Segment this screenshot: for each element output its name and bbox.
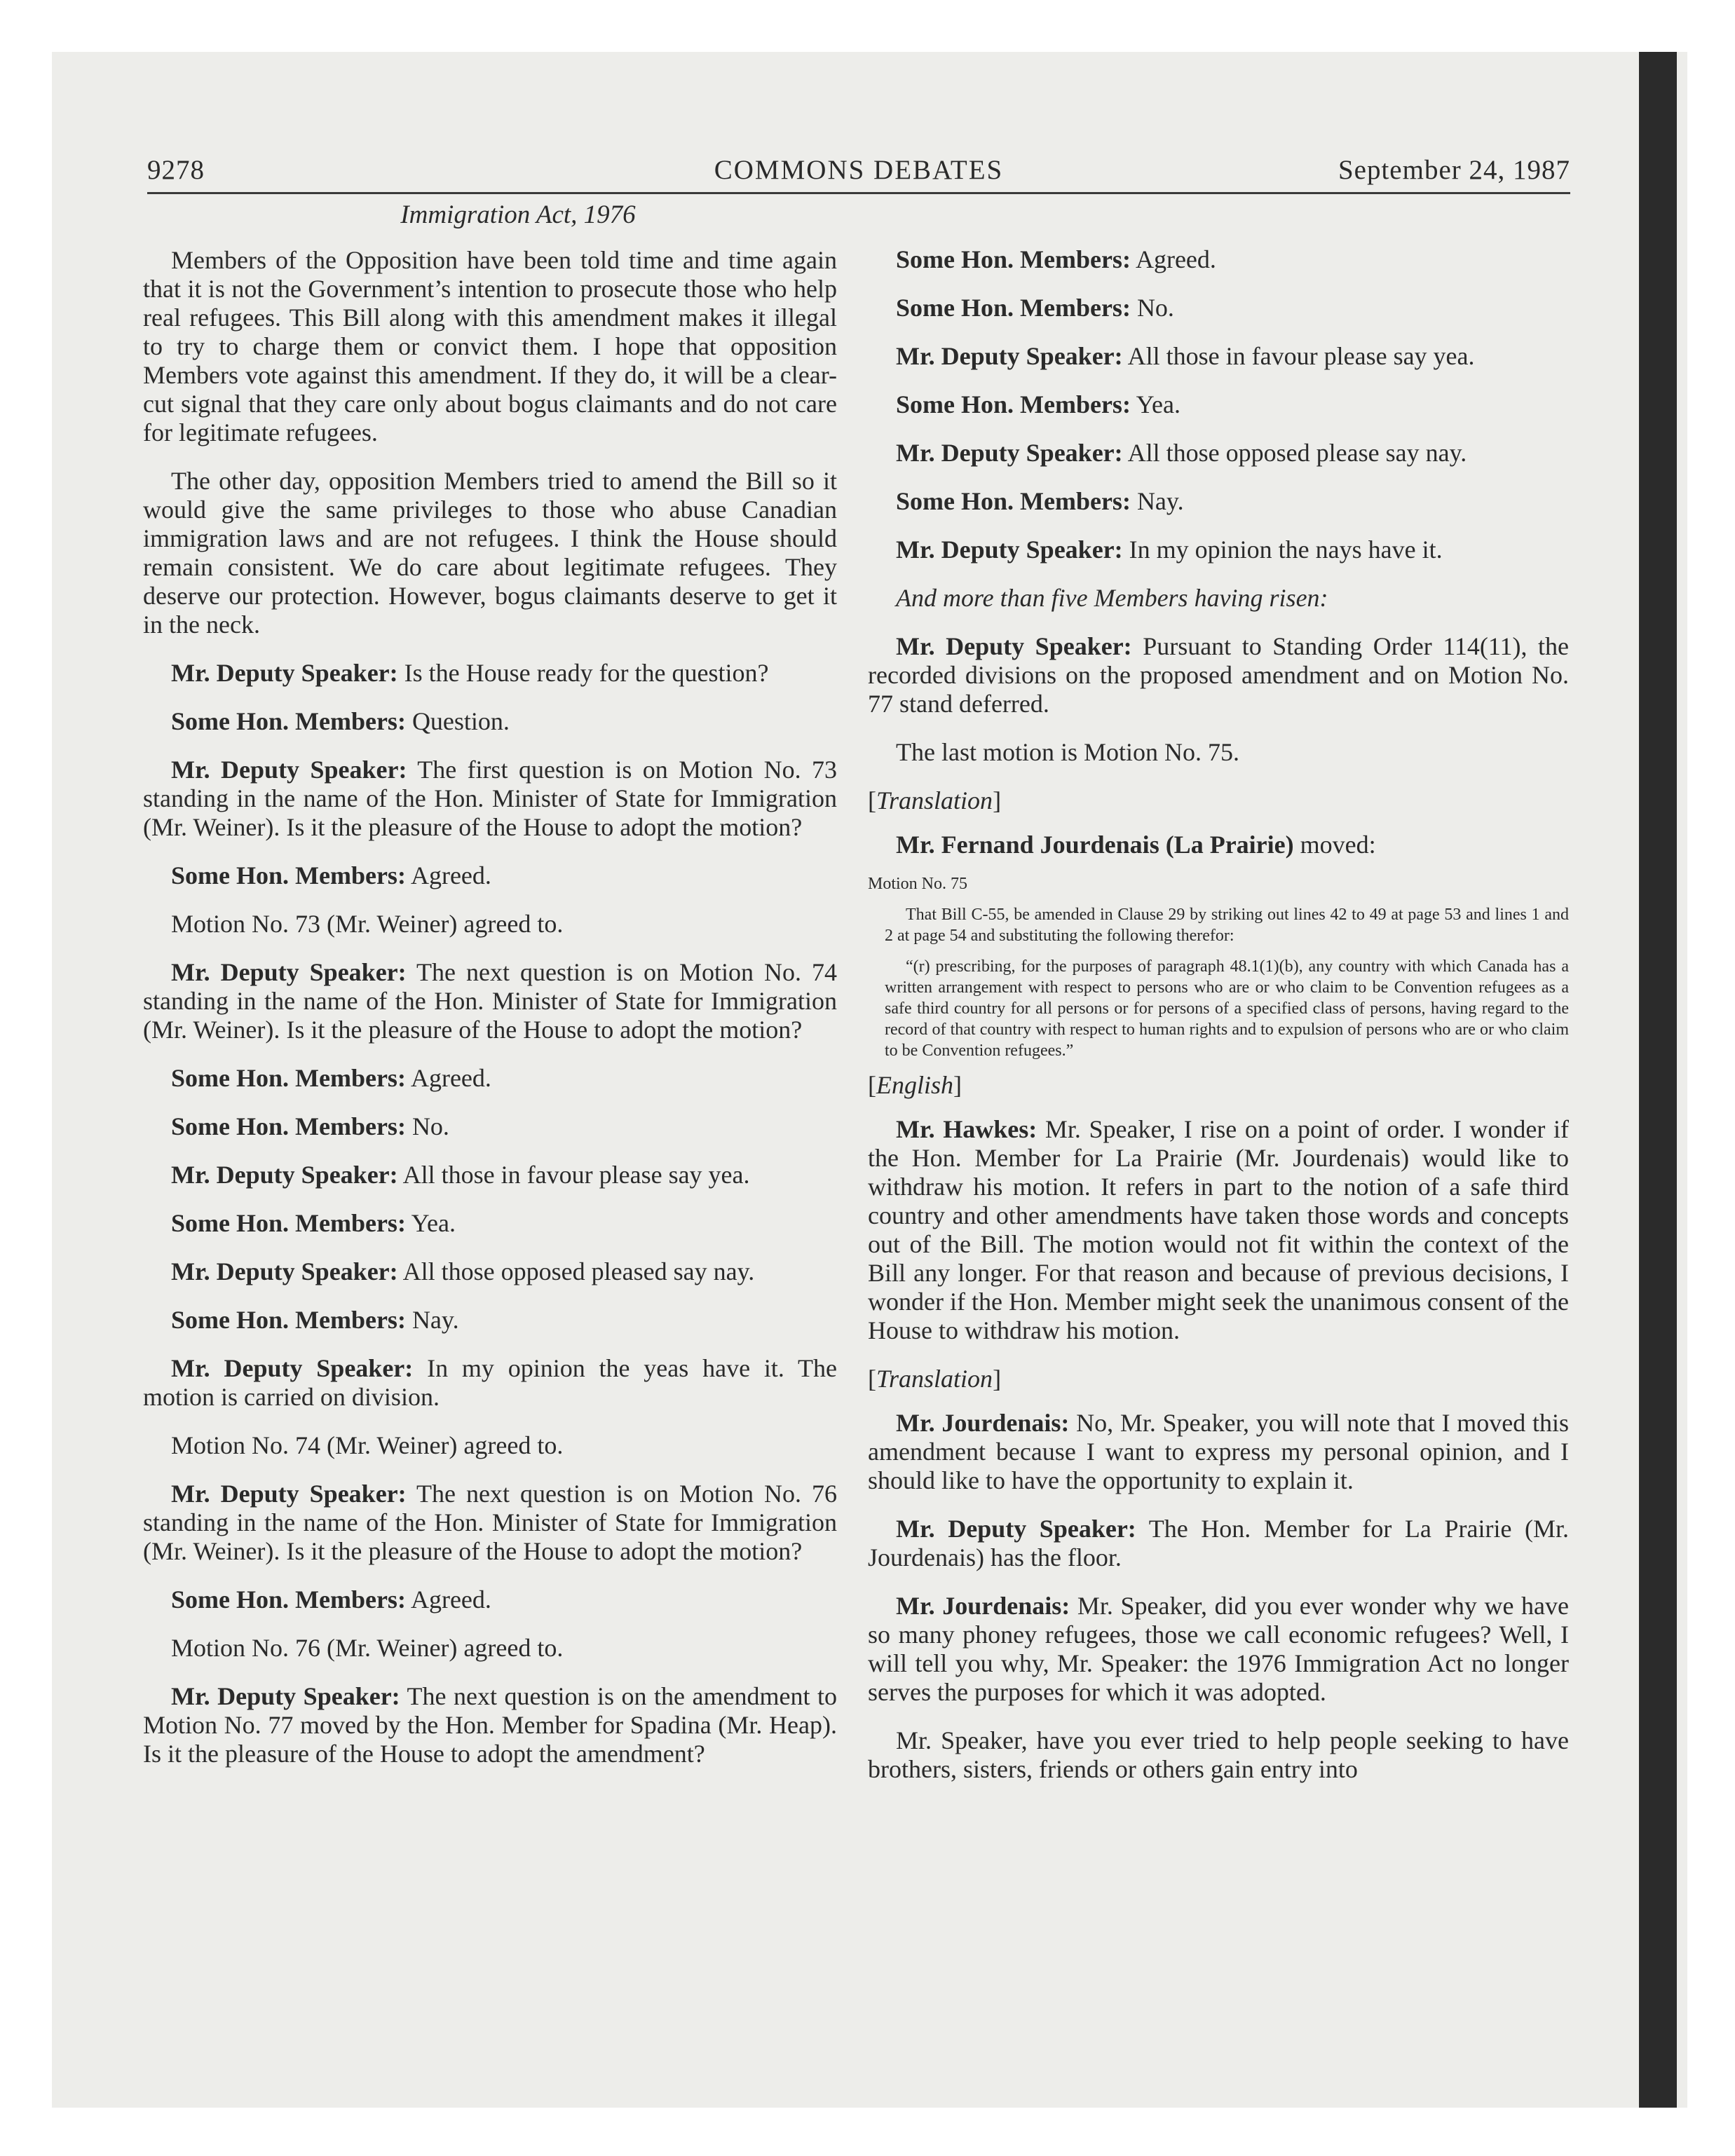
speaker-name: Mr. Deputy Speaker: <box>171 659 398 687</box>
speaker-name: Some Hon. Members: <box>171 1064 406 1092</box>
speaker-name: Mr. Deputy Speaker: <box>896 535 1123 564</box>
speech-paragraph <box>143 1306 837 1335</box>
speech-text: Pursuant to Standing Order 114(11), the recorded divisions on the proposed amendment and on Motion No. 77 stand deferred. <box>868 632 1569 718</box>
speech-paragraph <box>868 1409 1569 1495</box>
speech-text: Mr. Speaker, I rise on a point of order. I wonder if the Hon. Member for La Prairie (Mr. Jourdenais) would like to withdraw his motion. It refers in part to the notion of a safe third country and other amendments have taken those words and concepts out of the Bill. The motion would not fit within the context of the Bill any longer. For that reason and because of previous decisions, I wonder if the Hon. Member might seek the unanimous consent of the House to withdraw his motion. <box>868 1115 1569 1344</box>
speech-text: Question. <box>411 707 510 735</box>
speech-paragraph <box>868 439 1569 468</box>
speech-text: The next question is on the amendment to Motion No. 77 moved by the Hon. Member for Spadina (Mr. Heap). Is it the pleasure of the House to adopt the amendment? <box>143 1682 837 1768</box>
body-paragraph: The other day, opposition Members tried to amend the Bill so it would give the same privileges to those who abuse Canadian immigration laws and are not refugees. I think the House should remain consistent. We do care about legitimate refugees. They deserve our protection. However, bogus claimants deserve to get it in the neck. <box>143 467 837 639</box>
left-column <box>143 200 837 1788</box>
speaker-name: Mr. Deputy Speaker: <box>171 1354 414 1382</box>
speaker-name: Some Hon. Members: <box>896 294 1131 322</box>
language-label: Translation <box>876 1365 993 1393</box>
speech-text: In my opinion the nays have it. <box>1129 535 1443 564</box>
speaker-name: Mr. Deputy Speaker: <box>171 958 407 986</box>
page-number: 9278 <box>147 155 205 185</box>
speech-text: The first question is on Motion No. 73 standing in the name of the Hon. Minister of State for Immigration (Mr. Weiner). Is it the pleasure of the House to adopt the motion? <box>143 756 837 841</box>
speech-paragraph <box>143 1585 837 1614</box>
speech-text: Nay. <box>411 1306 459 1334</box>
speaker-name: Some Hon. Members: <box>896 487 1131 515</box>
speech-paragraph <box>143 756 837 842</box>
speech-text: Mr. Speaker, did you ever wonder why we have so many phoney refugees, those we call economic refugees? Well, I will tell you why, Mr. Speaker: the 1976 Immigration Act no longer serves the purposes for which it was adopted. <box>868 1592 1570 1706</box>
speaker-name: Some Hon. Members: <box>171 1209 406 1237</box>
speaker-name: Mr. Deputy Speaker: <box>896 342 1123 370</box>
running-head: Immigration Act, 1976 <box>400 200 636 229</box>
speech-text: All those in favour please say yea. <box>402 1161 750 1189</box>
body-paragraph: Motion No. 73 (Mr. Weiner) agreed to. <box>171 910 564 938</box>
scan-edge-bar <box>1639 52 1677 2108</box>
speech-text: Agreed. <box>410 1064 491 1092</box>
speaker-name: Mr. Jourdenais: <box>896 1409 1070 1437</box>
speech-text: All those opposed please say nay. <box>1127 439 1467 467</box>
speaker-name: Some Hon. Members: <box>896 245 1131 273</box>
speech-text: No. <box>411 1112 449 1140</box>
motion-label: Motion No. 75 <box>868 875 968 893</box>
speech-text: Agreed. <box>410 861 491 889</box>
page-date: September 24, 1987 <box>1338 155 1570 185</box>
speech-paragraph <box>868 1115 1569 1345</box>
body-paragraph: Mr. Speaker, have you ever tried to help people seeking to have brothers, sisters, friends or others gain entry into <box>868 1726 1569 1783</box>
speaker-name: Mr. Fernand Jourdenais (La Prairie) <box>896 831 1294 859</box>
language-marker: [Translation] <box>868 786 1002 814</box>
speech-text: All those in favour please say yea. <box>1127 342 1475 370</box>
speech-paragraph <box>868 1515 1569 1572</box>
body-paragraph: Motion No. 76 (Mr. Weiner) agreed to. <box>171 1634 564 1662</box>
speech-paragraph <box>143 707 837 736</box>
language-label: English <box>876 1071 954 1099</box>
motion-text: That Bill C-55, be amended in Clause 29 by striking out lines 42 to 49 at page 53 and lines 1 and 2 at page 54 and substituting the following therefor: <box>885 906 1569 945</box>
right-column <box>868 245 1569 1803</box>
speech-text: All those opposed pleased say nay. <box>402 1257 755 1285</box>
speech-text: Agreed. <box>1135 245 1216 273</box>
speech-paragraph <box>868 487 1569 516</box>
speech-paragraph <box>868 342 1569 371</box>
speech-paragraph <box>143 1112 837 1141</box>
speech-paragraph <box>143 1480 837 1566</box>
speech-paragraph <box>143 1354 837 1412</box>
speech-paragraph <box>143 861 837 890</box>
speech-paragraph <box>868 1592 1569 1707</box>
publication-title: COMMONS DEBATES <box>714 155 1004 185</box>
speech-text: Is the House ready for the question? <box>404 659 769 687</box>
speech-paragraph <box>143 1257 837 1286</box>
speaker-name: Some Hon. Members: <box>896 390 1131 418</box>
speaker-name: Some Hon. Members: <box>171 1585 406 1613</box>
speech-text: The Hon. Member for La Prairie (Mr. Jourdenais) has the floor. <box>868 1515 1569 1571</box>
speech-paragraph <box>143 1209 837 1238</box>
speech-text: In my opinion the yeas have it. The motion is carried on division. <box>143 1354 837 1411</box>
speech-text: Yea. <box>1136 390 1181 418</box>
speaker-name: Mr. Deputy Speaker: <box>896 632 1132 660</box>
speaker-name: Mr. Hawkes: <box>896 1115 1037 1143</box>
speaker-name: Mr. Deputy Speaker: <box>171 756 407 784</box>
motion-text: “(r) prescribing, for the purposes of paragraph 48.1(1)(b), any country with which Canada has a written arrangement with respect to persons who are or who claim to be Convention refugees as a safe third country for all persons or for persons of a specified class of persons, having regard to the record of that country with respect to human rights and to expulsion of persons who are or who claim to be Convention refugees.” <box>885 957 1569 1060</box>
speech-text: Nay. <box>1136 487 1184 515</box>
speech-paragraph <box>143 1064 837 1093</box>
speaker-name: Mr. Deputy Speaker: <box>171 1257 398 1285</box>
speech-paragraph <box>868 390 1569 419</box>
speech-text: The next question is on Motion No. 76 standing in the name of the Hon. Minister of State for Immigration (Mr. Weiner). Is it the pleasure of the House to adopt the motion? <box>143 1480 837 1565</box>
language-label: Translation <box>876 786 993 814</box>
language-marker: [English] <box>868 1071 962 1099</box>
speech-paragraph <box>868 632 1569 718</box>
speech-text: No. <box>1136 294 1174 322</box>
speaker-name: Some Hon. Members: <box>171 1306 406 1334</box>
speech-paragraph <box>868 294 1569 322</box>
body-paragraph: Motion No. 74 (Mr. Weiner) agreed to. <box>171 1431 564 1459</box>
speech-paragraph <box>868 831 1569 859</box>
speech-paragraph <box>143 659 837 688</box>
speech-paragraph <box>868 535 1569 564</box>
speaker-name: Mr. Deputy Speaker: <box>171 1480 407 1508</box>
speech-text: The next question is on Motion No. 74 standing in the name of the Hon. Minister of State for Immigration (Mr. Weiner). Is it the pleasure of the House to adopt the motion? <box>143 958 837 1044</box>
speech-paragraph <box>143 1161 837 1189</box>
speech-text: Yea. <box>411 1209 456 1237</box>
body-paragraph: The last motion is Motion No. 75. <box>896 738 1239 766</box>
speaker-name: Mr. Deputy Speaker: <box>171 1682 400 1710</box>
speaker-name: Mr. Deputy Speaker: <box>171 1161 398 1189</box>
page-header <box>147 153 1570 194</box>
speech-paragraph <box>868 245 1569 274</box>
speech-text: Agreed. <box>410 1585 491 1613</box>
speaker-name: Mr. Deputy Speaker: <box>896 1515 1136 1543</box>
speech-paragraph <box>143 958 837 1044</box>
speech-text: No, Mr. Speaker, you will note that I moved this amendment because I want to express my personal opinion, and I should like to have the opportunity to explain it. <box>868 1409 1569 1494</box>
speaker-name: Mr. Deputy Speaker: <box>896 439 1123 467</box>
speech-paragraph <box>143 1682 837 1768</box>
speaker-name: Some Hon. Members: <box>171 707 406 735</box>
speaker-name: Some Hon. Members: <box>171 1112 406 1140</box>
speech-text: moved: <box>1300 831 1376 859</box>
language-marker: [Translation] <box>868 1365 1002 1393</box>
stage-direction: And more than five Members having risen: <box>896 584 1328 612</box>
body-paragraph: Members of the Opposition have been told time and time again that it is not the Government’s intention to prosecute those who help real refugees. This Bill along with this amendment makes it illegal to try to charge them or convict them. I hope that opposition Members vote against this amendment. If they do, it will be a clear-cut signal that they care only about bogus claimants and do not care for legitimate refugees. <box>143 246 837 446</box>
speaker-name: Mr. Jourdenais: <box>896 1592 1070 1620</box>
speaker-name: Some Hon. Members: <box>171 861 406 889</box>
